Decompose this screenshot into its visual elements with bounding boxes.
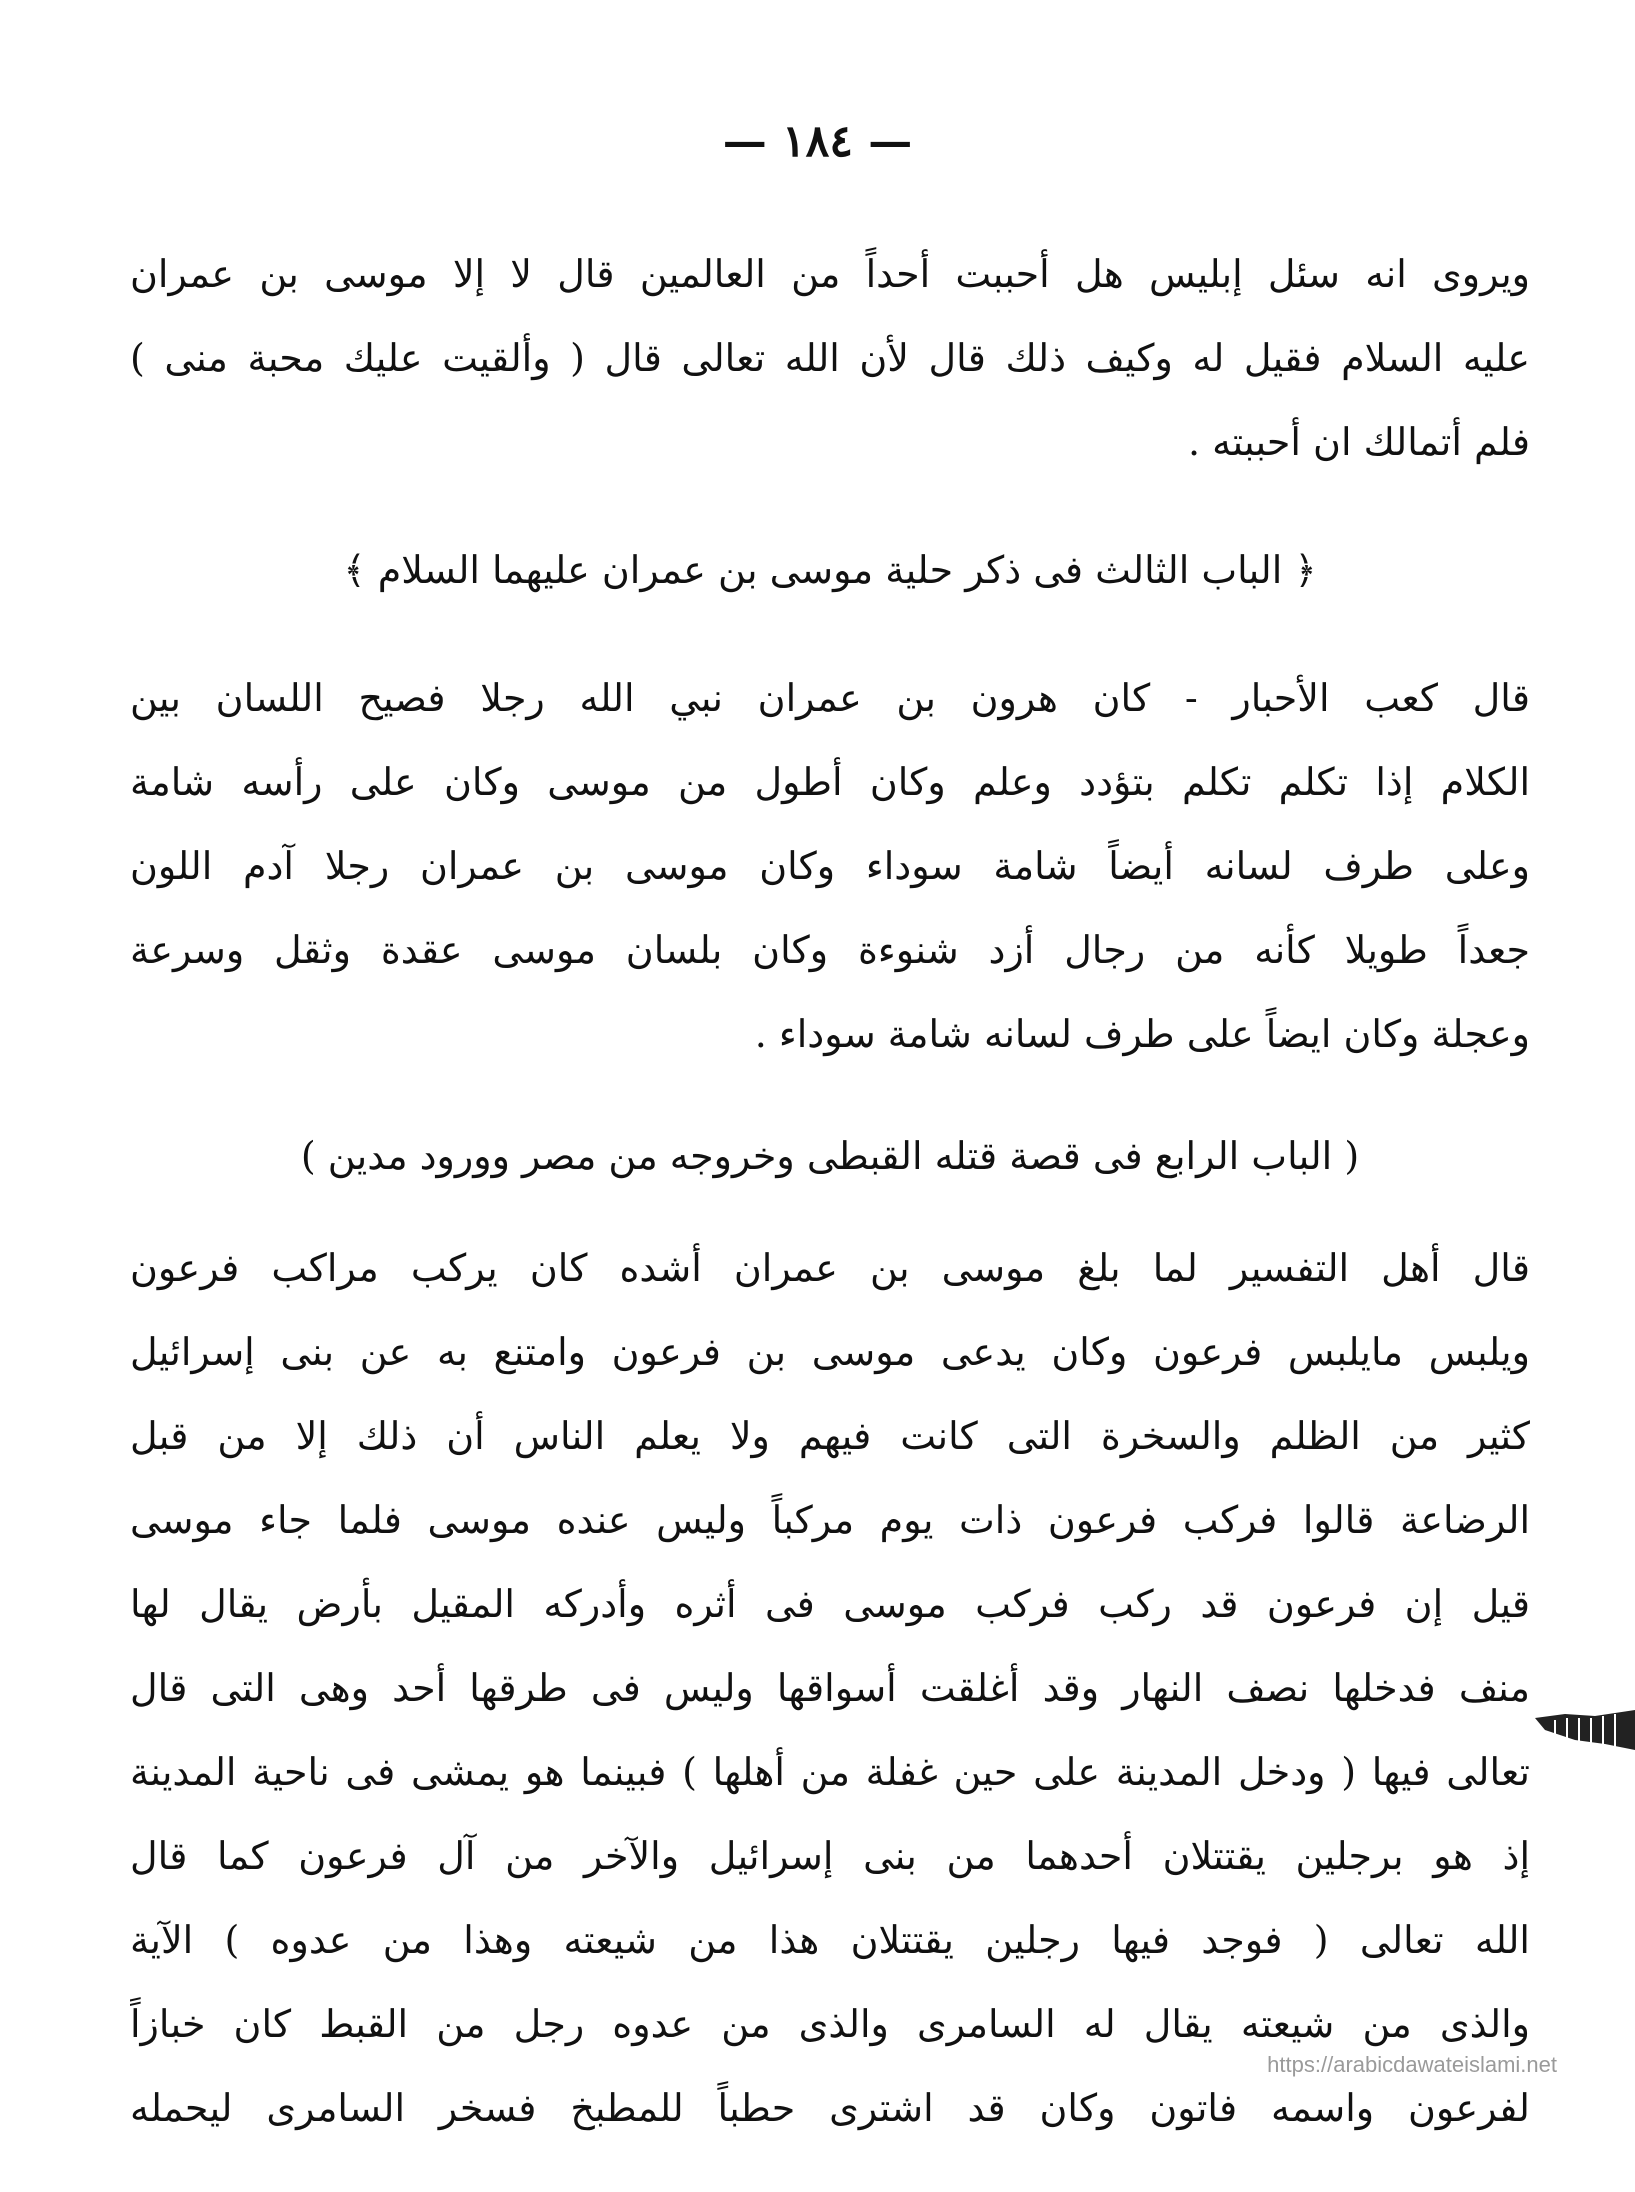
text-line: وعلى طرف لسانه أيضاً شامة سوداء وكان موسى بن عمران رجلا آدم اللون [130, 844, 1530, 888]
text-line: الرضاعة قالوا فركب فرعون ذات يوم مركباً وليس عنده موسى فلما جاء موسى [130, 1498, 1530, 1542]
source-watermark: https://arabicdawateislami.net [1267, 2052, 1557, 2077]
text-line: قال أهل التفسير لما بلغ موسى بن عمران أشده كان يركب مراكب فرعون [130, 1246, 1530, 1290]
text-line: تعالى فيها ( ودخل المدينة على حين غفلة من أهلها ) فبينما هو يمشى فى ناحية المدينة [130, 1750, 1530, 1794]
text-line: ويلبس مايلبس فرعون وكان يدعى موسى بن فرعون وامتنع به عن بنى إسرائيل [130, 1330, 1530, 1374]
text-line: منف فدخلها نصف النهار وقد أغلقت أسواقها وليس فى طرقها أحد وهى التى قال [130, 1666, 1530, 1710]
opening-paragraph [130, 232, 1530, 484]
text-line: عليه السلام فقيل له وكيف ذلك قال لأن الله تعالى قال ( وألقيت عليك محبة منى ) [130, 336, 1530, 380]
text-line: قيل إن فرعون قد ركب فركب موسى فى أثره وأدركه المقيل بأرض يقال لها [130, 1582, 1530, 1626]
scan-edge-mark [1535, 1700, 1635, 1760]
heading-line: ( الباب الرابع فى قصة قتله القبطى وخروجه من مصر وورود مدين ) [300, 1134, 1360, 1178]
text-line: فلم أتمالك ان أحببته . [1188, 420, 1530, 464]
text-line: لفرعون واسمه فاتون وكان قد اشترى حطباً للمطبخ فسخر السامرى ليحمله [130, 2086, 1530, 2130]
chapter-four-heading [130, 1114, 1530, 1198]
chapter-four-paragraph [130, 1226, 1530, 2150]
page-number: — ١٨٤ — [722, 116, 913, 167]
text-line: الكلام إذا تكلم تكلم بتؤدد وعلم وكان أطول من موسى وكان على رأسه شامة [130, 760, 1530, 804]
chapter-three-heading [130, 528, 1530, 612]
text-line: إذ هو برجلين يقتتلان أحدهما من بنى إسرائيل والآخر من آل فرعون كما قال [130, 1834, 1530, 1878]
text-line: والذى من شيعته يقال له السامرى والذى من عدوه رجل من القبط كان خبازاً [130, 2002, 1530, 2046]
text-line: وعجلة وكان ايضاً على طرف لسانه شامة سوداء . [754, 1012, 1530, 1056]
text-line: جعداً طويلا كأنه من رجال أزد شنوءة وكان بلسان موسى عقدة وثقل وسرعة [130, 928, 1530, 972]
chapter-three-paragraph [130, 656, 1530, 1076]
text-line: ويروى انه سئل إبليس هل أحببت أحداً من العالمين قال لا إلا موسى بن عمران [130, 252, 1530, 296]
heading-line: ﴿ الباب الثالث فى ذكر حلية موسى بن عمران عليهما السلام ﴾ [343, 548, 1317, 592]
text-line: قال كعب الأحبار - كان هرون بن عمران نبي الله رجلا فصيح اللسان بين [130, 676, 1530, 720]
text-line: كثير من الظلم والسخرة التى كانت فيهم ولا يعلم الناس أن ذلك إلا من قبل [130, 1414, 1530, 1458]
text-line: الله تعالى ( فوجد فيها رجلين يقتتلان هذا من شيعته وهذا من عدوه ) الآية [130, 1918, 1530, 1962]
